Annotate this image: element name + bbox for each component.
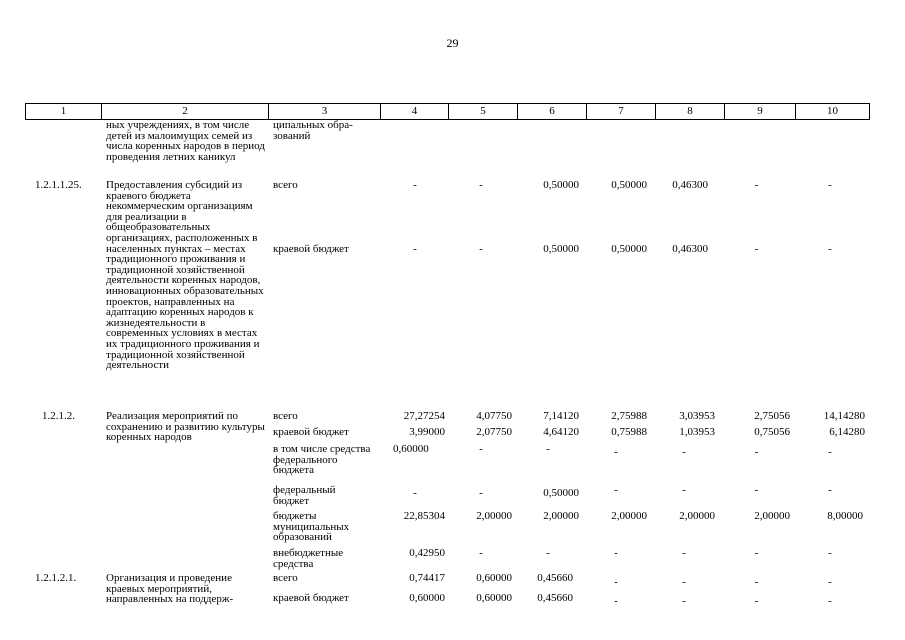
value-col-9: - bbox=[754, 179, 759, 191]
value-col-9: - bbox=[754, 595, 759, 607]
value-col-5: - bbox=[479, 243, 483, 255]
header-col-8: 8 bbox=[655, 104, 724, 119]
header-col-5: 5 bbox=[448, 104, 517, 119]
value-col-5: 2,07750 bbox=[476, 426, 512, 438]
value-col-7: - bbox=[614, 484, 618, 496]
value-col-6: 0,50000 bbox=[543, 487, 579, 499]
funding-source: всего bbox=[273, 410, 298, 422]
value-col-7: 0,50000 bbox=[611, 179, 647, 191]
value-col-10: 6,14280 bbox=[829, 426, 865, 438]
header-col-2: 2 bbox=[101, 104, 268, 119]
value-col-9: 2,00000 bbox=[754, 510, 790, 522]
value-col-6: 4,64120 bbox=[543, 426, 579, 438]
value-col-10: - bbox=[828, 243, 832, 255]
value-col-8: - bbox=[682, 446, 686, 458]
value-col-10: - bbox=[828, 595, 832, 607]
value-col-8: 2,00000 bbox=[679, 510, 715, 522]
value-col-8: - bbox=[682, 484, 686, 496]
funding-source: внебюджетные средства bbox=[273, 547, 344, 570]
value-col-4: 27,27254 bbox=[403, 410, 445, 422]
value-col-10: - bbox=[828, 446, 832, 458]
budget-table bbox=[25, 103, 871, 640]
value-col-5: 2,00000 bbox=[476, 510, 512, 522]
value-col-9: - bbox=[754, 547, 759, 559]
funding-source: всего bbox=[273, 572, 298, 584]
header-col-9: 9 bbox=[724, 104, 795, 119]
value-col-4: - bbox=[413, 487, 417, 499]
value-col-4: 0,74417 bbox=[409, 572, 445, 584]
header-col-3: 3 bbox=[268, 104, 380, 119]
value-col-6: 0,45660 bbox=[537, 592, 573, 604]
value-col-8: - bbox=[682, 595, 686, 607]
measure-name: ных учреждениях, в том числе детей из малоимущих семей из числа коренных народов в период проведения летних каникул bbox=[106, 119, 265, 163]
value-col-9: - bbox=[754, 446, 759, 458]
header-col-4: 4 bbox=[380, 104, 448, 119]
value-col-10: 8,00000 bbox=[827, 510, 863, 522]
value-col-4: - bbox=[413, 179, 417, 191]
value-col-7: 0,75988 bbox=[611, 426, 647, 438]
value-col-7: 2,75988 bbox=[611, 410, 647, 422]
value-col-5: - bbox=[479, 487, 483, 499]
value-col-5: 0,60000 bbox=[476, 592, 512, 604]
value-col-8: 1,03953 bbox=[679, 426, 715, 438]
value-col-8: - bbox=[682, 547, 686, 559]
funding-source: краевой бюджет bbox=[273, 243, 349, 255]
value-col-7: - bbox=[614, 446, 618, 458]
funding-source: краевой бюджет bbox=[273, 426, 349, 438]
value-col-7: 0,50000 bbox=[611, 243, 647, 255]
value-col-7: - bbox=[614, 595, 618, 607]
measure-id: 1.2.1.1.25. bbox=[35, 179, 82, 191]
value-col-4: 22,85304 bbox=[403, 510, 445, 522]
funding-source: всего bbox=[273, 179, 298, 191]
value-col-9: 2,75056 bbox=[754, 410, 790, 422]
measure-name: Реализация мероприятий по сохранению и развитию культуры коренных народов bbox=[106, 410, 265, 444]
value-col-10: - bbox=[828, 547, 832, 559]
value-col-4: 0,60000 bbox=[409, 592, 445, 604]
funding-source: краевой бюджет bbox=[273, 592, 349, 604]
value-col-7: 2,00000 bbox=[611, 510, 647, 522]
value-col-10: - bbox=[828, 179, 832, 191]
table-header bbox=[25, 103, 870, 120]
value-col-7: - bbox=[614, 576, 618, 588]
header-col-1: 1 bbox=[25, 104, 101, 119]
value-col-8: 3,03953 bbox=[679, 410, 715, 422]
value-col-9: - bbox=[754, 243, 759, 255]
value-col-6: 2,00000 bbox=[543, 510, 579, 522]
value-col-8: 0,46300 bbox=[672, 243, 708, 255]
value-col-4: 3,99000 bbox=[409, 426, 445, 438]
value-col-4: - bbox=[413, 243, 417, 255]
value-col-10: - bbox=[828, 576, 832, 588]
value-col-7: - bbox=[614, 547, 618, 559]
header-col-6: 6 bbox=[517, 104, 586, 119]
value-col-8: 0,46300 bbox=[672, 179, 708, 191]
value-col-5: - bbox=[479, 547, 483, 559]
value-col-8: - bbox=[682, 576, 686, 588]
value-col-9: - bbox=[754, 484, 759, 496]
value-col-6: 0,45660 bbox=[537, 572, 573, 584]
value-col-5: - bbox=[479, 179, 483, 191]
value-col-5: - bbox=[479, 443, 483, 455]
value-col-5: 4,07750 bbox=[476, 410, 512, 422]
measure-id: 1.2.1.2.1. bbox=[35, 572, 77, 584]
measure-name: Предоставления субсидий из краевого бюджета некоммерческим организациям для реализации в общеобразовательных организациях, расположенных в населенных пунктах – местах традиционного проживания и традиционной хозяйственной деятельности коренных народов, инновационных образовательных проектов, направленных на адаптацию коренных народов к жизнедеятельности в современных условиях в местах их традиционного проживания и традиционной хозяйственной деятельности bbox=[106, 179, 264, 372]
value-col-5: 0,60000 bbox=[476, 572, 512, 584]
value-col-6: 7,14120 bbox=[543, 410, 579, 422]
value-col-6: - bbox=[546, 443, 550, 455]
funding-source: бюджеты муниципальных образований bbox=[273, 510, 350, 544]
header-col-7: 7 bbox=[586, 104, 655, 119]
value-col-6: - bbox=[546, 547, 550, 559]
page-number: 29 bbox=[446, 36, 459, 50]
value-col-9: 0,75056 bbox=[754, 426, 790, 438]
funding-source: ципальных обра-зований bbox=[273, 119, 353, 142]
value-col-6: 0,50000 bbox=[543, 179, 579, 191]
value-col-4: 0,42950 bbox=[409, 547, 445, 559]
header-col-10: 10 bbox=[795, 104, 870, 119]
measure-id: 1.2.1.2. bbox=[42, 410, 75, 422]
value-col-6: 0,50000 bbox=[543, 243, 579, 255]
value-col-9: - bbox=[754, 576, 759, 588]
measure-name: Организация и проведение краевых мероприятий, направленных на поддерж- bbox=[106, 572, 234, 606]
funding-source: федеральный бюджет bbox=[273, 484, 336, 507]
value-col-4: 0,60000 bbox=[393, 443, 429, 455]
value-col-10: - bbox=[828, 484, 832, 496]
value-col-10: 14,14280 bbox=[823, 410, 865, 422]
funding-source: в том числе средства федерального бюджета bbox=[273, 443, 371, 477]
